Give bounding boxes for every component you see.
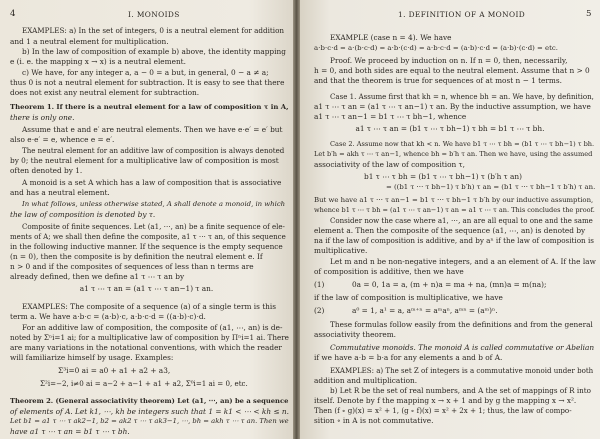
- text-line: (n = 0), then the composite is by definition the neutral element e. If: [10, 252, 263, 261]
- text-line: b) Let R be the set of real numbers, and A the set of mappings of R into: [330, 386, 591, 395]
- additive-formulas: 0a = 0, 1a = a, (m + n)a = ma + na, (mn)a = m(na);: [352, 280, 547, 289]
- text-line: thus 0 is not a neutral element for subtraction. It is easy to see that there: [10, 78, 285, 87]
- monoid-definition: A monoid is a set A which has a law of composition that is associative: [22, 178, 282, 187]
- right-running-header: 1. DEFINITION OF A MONOID: [398, 10, 526, 19]
- text-line: EXAMPLES: a) The set Z of integers is a commutative monoid under both: [330, 366, 594, 375]
- right-page: [300, 0, 600, 439]
- sum-example-1: Σ³i=0 ai = a0 + a1 + a2 + a3,: [58, 366, 171, 375]
- right-page-number: 5: [586, 9, 592, 19]
- associativity-example: a⋅b⋅c⋅d = a⋅(b⋅c⋅d) = a⋅b⋅(c⋅d) = a⋅b⋅c⋅d = (a⋅b)⋅c⋅d = (a⋅b)⋅(c⋅d) = etc.: [314, 44, 558, 52]
- text-line: also e⋅e′ = e, whence e = e′.: [10, 135, 115, 144]
- text-line: addition and multiplication.: [314, 376, 418, 385]
- text-line: associativity theorem.: [314, 330, 397, 339]
- text-line: h = 0, and both sides are equal to the neutral element. Assume that n > 0: [314, 66, 590, 75]
- case-1-formula: a1 τ ⋯ τ an = (b1 τ ⋯ τ bh−1) τ bh = b1 τ ⋯ τ bh.: [355, 124, 545, 133]
- book-gutter: [293, 0, 300, 439]
- text-line: already defined, then we define a1 τ ⋯ τ an by: [10, 272, 185, 281]
- case-2-formula-1: b1 τ ⋯ τ bh = (b1 τ ⋯ τ bh−1) τ (b′h τ an): [364, 172, 522, 181]
- sum-example-2: Σ²i=−2, i≠0 ai = a−2 + a−1 + a1 + a2, Σ⁰i=1 ai = 0, etc.: [40, 379, 248, 388]
- text-line: a1 τ ⋯ τ an−1 = b1 τ ⋯ τ bh−1, whence: [314, 112, 467, 121]
- composite-formula: a1 τ ⋯ τ an = (a1 τ ⋯ τ an−1) τ an.: [79, 284, 214, 293]
- finite-sequences-heading: Composite of finite sequences. Let (a1, ⋯, an) be a finite sequence of ele-: [22, 222, 285, 231]
- text-line: of composition is additive, then we have: [314, 267, 464, 276]
- text-line: Let b1 = a1 τ ⋯ τ ak2−1, b2 = ak2 τ ⋯ τ ak3−1, ⋯, bh = akh τ ⋯ τ an. Then we: [10, 417, 289, 425]
- text-line: n > 0 and if the composites of sequences of less than n terms are: [10, 262, 254, 271]
- theorem-1-statement: Theorem 1. If there is a neutral element for a law of composition τ in A,: [10, 103, 289, 111]
- text-line: associativity of the law of composition τ,: [314, 160, 465, 169]
- text-line: sition ∘ in A is not commutative.: [314, 416, 434, 425]
- left-page: [0, 0, 293, 439]
- theorem-2-statement: Theorem 2. (General associativity theorem) Let (a1, ⋯, an) be a sequence: [10, 397, 289, 405]
- equation-number-1: (1): [314, 280, 325, 289]
- text-line: e (i. e. the mapping x → x) is a neutral element.: [10, 57, 186, 66]
- text-line: multiplicative.: [314, 246, 368, 255]
- text-line: c) We have, for any integer a, a − 0 = a but, in general, 0 − a ≠ a;: [22, 68, 269, 77]
- text-line: whence b1 τ ⋯ τ bh = (a1 τ ⋯ τ an−1) τ an = a1 τ ⋯ τ an. This concludes the proof.: [314, 206, 595, 214]
- text-line: there is only one.: [10, 113, 75, 122]
- text-line: In what follows, unless otherwise stated, A shall denote a monoid, in which: [22, 200, 286, 208]
- left-page-number: 4: [10, 9, 16, 19]
- text-line: Let m and n be non-negative integers, and a an element of A. If the law: [330, 257, 596, 266]
- text-line: by 0; the neutral element for a multiplicative law of composition is most: [10, 156, 279, 165]
- text-line: itself. Denote by f the mapping x → x + 1 and by g the mapping x → x².: [314, 396, 577, 405]
- text-line: if the law of composition is multiplicative, we have: [314, 293, 503, 302]
- text-line: These formulas follow easily from the definitions and from the general: [330, 320, 593, 329]
- text-line: if we have a⋅b = b⋅a for any elements a and b of A.: [314, 353, 503, 362]
- text-line: Let b′h = akh τ ⋯ τ an−1, whence bh = b′h τ an. Then we have, using the assumed: [314, 150, 593, 158]
- text-line: in the following inductive manner. If the sequence is the empty sequence: [10, 242, 283, 251]
- text-line: and 1 a neutral element for multiplication.: [10, 37, 169, 46]
- text-line: But we have a1 τ ⋯ τ an−1 = b1 τ ⋯ τ bh−1 τ b′h by our inductive assumption,: [314, 196, 594, 204]
- text-line: EXAMPLES: a) In the set of integers, 0 is a neutral element for addition: [22, 26, 285, 35]
- text-line: The neutral element for an additive law of composition is always denoted: [22, 146, 285, 155]
- text-line: are many variations in the notational conventions, with which the reader: [10, 343, 282, 352]
- text-line: term a. We have a⋅b⋅c = (a⋅b)⋅c, a⋅b⋅c⋅d = ((a⋅b)⋅c)⋅d.: [10, 312, 206, 321]
- text-line: b) In the law of composition of example b) above, the identity mapping: [22, 47, 286, 56]
- text-line: often denoted by 1.: [10, 166, 83, 175]
- text-line: have a1 τ ⋯ τ an = b1 τ ⋯ τ bh.: [10, 427, 130, 436]
- multiplicative-formulas: a⁰ = 1, a¹ = a, aᵐ⁺ⁿ = aᵐaⁿ, aᵐⁿ = (aᵐ)ⁿ.: [352, 306, 498, 315]
- text-line: EXAMPLES: The composite of a sequence (a) of a single term is this: [22, 302, 277, 311]
- text-line: noted by Σⁿi=1 ai; for a multiplicative law of composition by Πⁿi=1 ai. There: [10, 333, 289, 342]
- proof-start: Proof. We proceed by induction on n. If n = 0, then, necessarily,: [330, 56, 568, 65]
- text-line: the law of composition is denoted by τ.: [10, 210, 156, 219]
- left-running-header: I. MONOIDS: [128, 10, 180, 19]
- commutative-monoids-heading: Commutative monoids. The monoid A is called commutative or Abelian: [330, 343, 595, 352]
- text-line: Consider now the case where a1, ⋯, an are all equal to one and the same: [330, 216, 593, 225]
- text-line: does not exist any neutral element for subtraction.: [10, 88, 200, 97]
- text-line: ments of A; we shall then define the composite, a1 τ ⋯ τ an, of this sequence: [10, 232, 286, 241]
- text-line: na if the law of composition is additive, and by aⁿ if the law of composition is: [314, 236, 594, 245]
- text-line: For an additive law of composition, the composite of (a1, ⋯, an) is de-: [22, 323, 283, 332]
- case-1: Case 1. Assume first that kh = n, whence bh = an. We have, by definition,: [330, 92, 594, 101]
- text-line: a1 τ ⋯ τ an = (a1 τ ⋯ τ an−1) τ an. By the inductive assumption, we have: [314, 102, 591, 111]
- text-line: of elements of A. Let k1, ⋯, kh be integers such that 1 = k1 < ⋯ < kh ≤ n.: [10, 407, 289, 416]
- text-line: EXAMPLE (case n = 4). We have: [330, 33, 452, 42]
- text-line: Then (f ∘ g)(x) = x² + 1, (g ∘ f)(x) = x² + 2x + 1; thus, the law of compo-: [314, 406, 572, 415]
- text-line: Assume that e and e′ are neutral elements. Then we have e⋅e′ = e′ but: [22, 125, 283, 134]
- text-line: will familiarize himself by usage. Examples:: [10, 353, 174, 362]
- text-line: and that the theorem is true for sequences of at most n − 1 terms.: [314, 76, 562, 85]
- text-line: and has a neutral element.: [10, 188, 110, 197]
- equation-number-2: (2): [314, 306, 325, 315]
- case-2: Case 2. Assume now that kh < n. We have b1 τ ⋯ τ bh = (b1 τ ⋯ τ bh−1) τ bh.: [330, 140, 595, 148]
- text-line: element a. Then the composite of the sequence (a1, ⋯, an) is denoted by: [314, 226, 586, 235]
- case-2-formula-2: = ((b1 τ ⋯ τ bh−1) τ b′h) τ an = (b1 τ ⋯ τ bh−1 τ b′h) τ an.: [386, 183, 596, 191]
